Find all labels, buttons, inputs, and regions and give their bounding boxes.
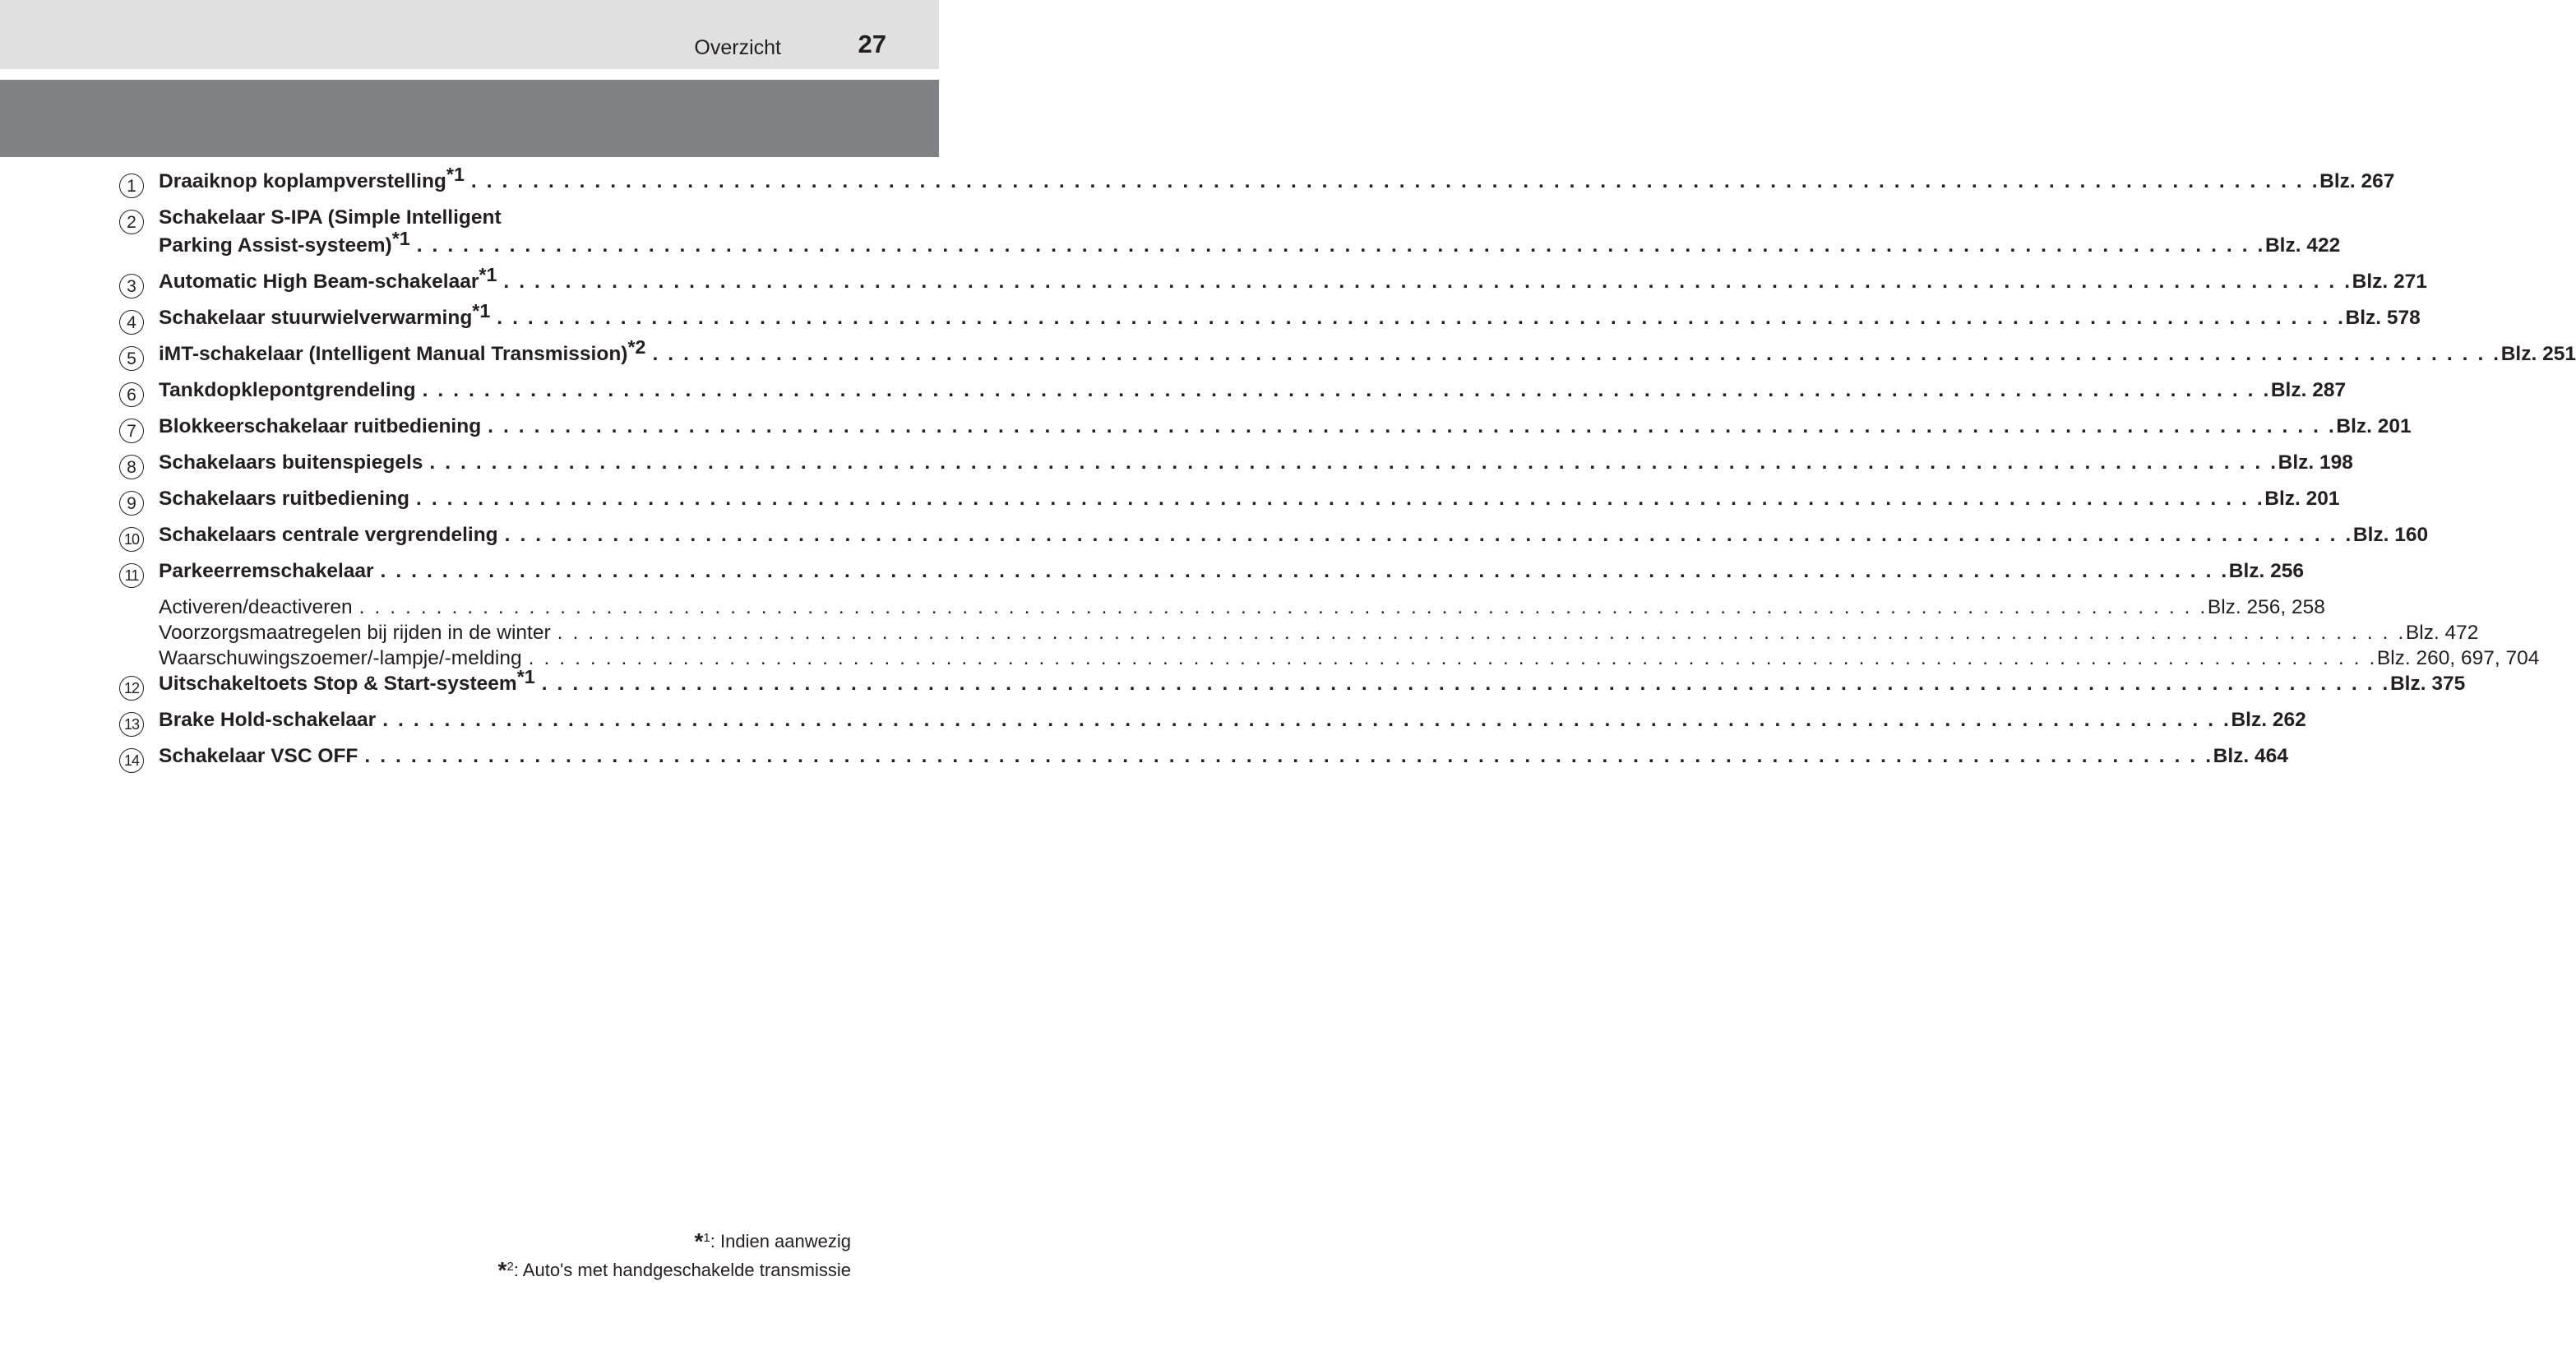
circled-number: 3 (119, 274, 144, 298)
dot-leader: . . . . . . . . . . . . . . . . . . . . . . . . . . . . . . . . . . . . . . . . . . . . . . . . . . . . . . . . . . . . . . . . . . . . . . . . . . . . . . . . . . . . . . . . . . . . . . . . . . . . . . . . . . . . . . . . . . . . . . . . (380, 560, 2229, 582)
entry-label: Parking Assist-systeem)$^{*1}$ (159, 227, 410, 257)
dot-leader: . . . . . . . . . . . . . . . . . . . . . . . . . . . . . . . . . . . . . . . . . . . . . . . . . . . . . . . . . . . . . . . . . . . . . . . . . . . . . . . . . . . . . . . . . . . . . . . . . . . . . . . . . . . . . . . . . . . . . . . . (528, 647, 2377, 669)
footnote-marker: *1 (446, 163, 465, 185)
circled-number: 7 (119, 419, 144, 443)
entry-label: Waarschuwingszoemer/-lampje/-melding (159, 647, 522, 669)
circled-number: 11 (119, 563, 144, 588)
circled-number: 5 (119, 346, 144, 371)
entry-label: Parkeerremschakelaar (159, 560, 374, 582)
page-number: 27 (858, 30, 886, 58)
toc-row (119, 335, 2576, 379)
footnote-marker: *1 (391, 227, 410, 249)
toc-row (119, 379, 2347, 415)
toc-row (119, 647, 2540, 673)
page-reference: Blz. 262 (2231, 709, 2306, 731)
header-band (0, 0, 939, 69)
footnote-number: 2 (506, 1260, 514, 1274)
toc-row (119, 622, 2479, 647)
circled-number: 4 (119, 310, 144, 335)
footnote-line (498, 1225, 851, 1254)
page-reference: Blz. 271 (2352, 271, 2427, 293)
entry-label: Blokkeerschakelaar ruitbediening (159, 415, 482, 437)
gray-title-bar (0, 80, 939, 157)
toc-row (119, 709, 2306, 745)
circled-number: 8 (119, 455, 144, 479)
entry-label: Schakelaars buitenspiegels (159, 451, 423, 474)
entry-label: Schakelaars ruitbediening (159, 488, 409, 510)
circled-number: 14 (119, 748, 144, 773)
entry-label: Automatic High Beam-schakelaar$^{*1}$ (159, 263, 497, 293)
page-reference: Blz. 256 (2228, 560, 2305, 582)
dot-leader: . . . . . . . . . . . . . . . . . . . . . . . . . . . . . . . . . . . . . . . . . . . . . . . . . . . . . . . . . . . . . . . . . . . . . . . . . . . . . . . . . . . . . . . . . . . . . . . . . . . . . . . . . . . . . . . . . . . . . . . . (416, 488, 2265, 510)
dot-leader: . . . . . . . . . . . . . . . . . . . . . . . . . . . . . . . . . . . . . . . . . . . . . . . . . . . . . . . . . . . . . . . . . . . . . . . . . . . . . . . . . . . . . . . . . . . . . . . . . . . . . . . . . . . . . . . . . . . . . . . . (557, 622, 2406, 644)
page-reference: Blz. 287 (2270, 379, 2347, 401)
dot-leader: . . . . . . . . . . . . . . . . . . . . . . . . . . . . . . . . . . . . . . . . . . . . . . . . . . . . . . . . . . . . . . . . . . . . . . . . . . . . . . . . . . . . . . . . . . . . . . . . . . . . . . . . . . . . . . . . . . . . . . . . (541, 673, 2390, 695)
toc-entry (119, 335, 2576, 379)
entry-label: Brake Hold-schakelaar (159, 709, 377, 731)
section-title: Overzicht (694, 36, 781, 59)
page-reference: Blz. 256, 258 (2207, 596, 2325, 618)
footnote-marker: *2 (627, 335, 646, 358)
dot-leader: . . . . . . . . . . . . . . . . . . . . . . . . . . . . . . . . . . . . . . . . . . . . . . . . . . . . . . . . . . . . . . . . . . . . . . . . . . . . . . . . . . . . . . . . . . . . . . . . . . . . . . . . . . . . . . . . . . . . . . . . (488, 415, 2337, 437)
toc-entry (119, 560, 2540, 673)
footnote-star: * (694, 1228, 704, 1254)
circled-number: 12 (119, 676, 144, 701)
page-reference: Blz. 198 (2278, 451, 2353, 474)
toc-row (119, 451, 2353, 488)
page-reference: Blz. 375 (2389, 673, 2466, 695)
toc-entry (119, 299, 2421, 343)
page-reference: Blz. 201 (2264, 488, 2340, 510)
dot-leader: . . . . . . . . . . . . . . . . . . . . . . . . . . . . . . . . . . . . . . . . . . . . . . . . . . . . . . . . . . . . . . . . . . . . . . . . . . . . . . . . . . . . . . . . . . . . . . . . . . . . . . . . . . . . . . . . . . . . . . . . (358, 596, 2208, 618)
dot-leader: . . . . . . . . . . . . . . . . . . . . . . . . . . . . . . . . . . . . . . . . . . . . . . . . . . . . . . . . . . . . . . . . . . . . . . . . . . . . . . . . . . . . . . . . . . . . . . . . . . . . . . . . . . . . . . . . . . . . . . . . (504, 524, 2353, 546)
page-reference: Blz. 578 (2345, 307, 2421, 329)
page-reference: Blz. 201 (2336, 415, 2412, 437)
footnote-marker: *1 (516, 665, 535, 687)
circled-number: 10 (119, 527, 144, 552)
toc-row (119, 263, 2427, 307)
entry-label: Uitschakeltoets Stop & Start-systeem$^{*1}$ (159, 665, 535, 695)
toc-row (119, 227, 2341, 271)
dot-leader: . . . . . . . . . . . . . . . . . . . . . . . . . . . . . . . . . . . . . . . . . . . . . . . . . . . . . . . . . . . . . . . . . . . . . . . . . . . . . . . . . . . . . . . . . . . . . . . . . . . . . . . . . . . . . . . . . . . . . . . . (429, 451, 2278, 474)
toc-row (119, 206, 815, 234)
dot-leader: . . . . . . . . . . . . . . . . . . . . . . . . . . . . . . . . . . . . . . . . . . . . . . . . . . . . . . . . . . . . . . . . . . . . . . . . . . . . . . . . . . . . . . . . . . . . . . . . . . . . . . . . . . . . . . . . . . . . . . . . (503, 271, 2352, 293)
toc-row (119, 524, 2429, 560)
dot-leader: . . . . . . . . . . . . . . . . . . . . . . . . . . . . . . . . . . . . . . . . . . . . . . . . . . . . . . . . . . . . . . . . . . . . . . . . . . . . . . . . . . . . . . . . . . . . . . . . . . . . . . . . . . . . . . . . . . . . . . . . (382, 709, 2231, 731)
toc-entry (119, 745, 2288, 781)
dot-leader: . . . . . . . . . . . . . . . . . . . . . . . . . . . . . . . . . . . . . . . . . . . . . . . . . . . . . . . . . . . . . . . . . . . . . . . . . . . . . . . . . . . . . . . . . . . . . . . . . . . . . . . . . . . . . . . . . . . . . . . . (652, 343, 2501, 365)
toc-entry (119, 206, 2341, 271)
toc-entry (119, 415, 2412, 451)
entry-label: iMT-schakelaar (Intelligent Manual Transmission)$^{*2}$ (159, 335, 646, 365)
dot-leader: . . . . . . . . . . . . . . . . . . . . . . . . . . . . . . . . . . . . . . . . . . . . . . . . . . . . . . . . . . . . . . . . . . . . . . . . . . . . . . . . . . . . . . . . . . . . . . . . . . . . . . . . . . . . . . . . . . . . . . . . (422, 379, 2271, 401)
page-reference: Blz. 251 (2500, 343, 2576, 365)
footnote-marker: *1 (472, 299, 491, 321)
toc-row (119, 488, 2340, 524)
dot-leader: . . . . . . . . . . . . . . . . . . . . . . . . . . . . . . . . . . . . . . . . . . . . . . . . . . . . . . . . . . . . . . . . . . . . . . . . . . . . . . . . . . . . . . . . . . . . . . . . . . . . . . . . . . . . . . . . . . . . . . . . (497, 307, 2346, 329)
entry-label: Schakelaar VSC OFF (159, 745, 358, 767)
toc-row (119, 163, 2395, 206)
toc-entry (119, 524, 2429, 560)
circled-number: 9 (119, 491, 144, 516)
page-reference: Blz. 464 (2213, 745, 2288, 767)
entry-label: Tankdopklepontgrendeling (159, 379, 416, 401)
toc-entry (119, 263, 2427, 307)
footnote-text: : Auto's met handgeschakelde transmissie (513, 1260, 851, 1280)
toc-entry (119, 451, 2353, 488)
footnote-line (498, 1254, 851, 1283)
toc-row (119, 299, 2421, 343)
entry-label: Activeren/deactiveren (159, 596, 353, 618)
toc-row (119, 665, 2466, 709)
circled-number: 6 (119, 382, 144, 407)
page-reference: Blz. 160 (2352, 524, 2429, 546)
dot-leader: . . . . . . . . . . . . . . . . . . . . . . . . . . . . . . . . . . . . . . . . . . . . . . . . . . . . . . . . . . . . . . . . . . . . . . . . . . . . . . . . . . . . . . . . . . . . . . . . . . . . . . . . . . . . . . . . . . . . . . . . (470, 170, 2320, 192)
entry-label: Schakelaars centrale vergrendeling (159, 524, 498, 546)
entry-label: Voorzorgsmaatregelen bij rijden in de winter (159, 622, 551, 644)
footnote-number: 1 (703, 1231, 710, 1245)
toc-entry (119, 379, 2347, 415)
toc-row (119, 560, 2305, 596)
page-reference: Blz. 472 (2405, 622, 2479, 644)
page-reference: Blz. 267 (2319, 170, 2395, 192)
table-of-contents (119, 163, 2576, 781)
dot-leader: . . . . . . . . . . . . . . . . . . . . . . . . . . . . . . . . . . . . . . . . . . . . . . . . . . . . . . . . . . . . . . . . . . . . . . . . . . . . . . . . . . . . . . . . . . . . . . . . . . . . . . . . . . . . . . . . . . . . . . . . (416, 234, 2265, 257)
circled-number: 1 (119, 173, 144, 198)
footnote-marker: *1 (479, 263, 497, 285)
toc-entry (119, 665, 2466, 709)
entry-label: Schakelaar S-IPA (Simple Intelligent (159, 206, 502, 229)
toc-row (119, 745, 2288, 781)
toc-row (119, 415, 2412, 451)
toc-entry (119, 488, 2340, 524)
circled-number: 2 (119, 210, 144, 234)
page-reference: Blz. 260, 697, 704 (2376, 647, 2540, 669)
toc-row (119, 596, 2325, 622)
toc-entry (119, 163, 2395, 206)
dot-leader: . . . . . . . . . . . . . . . . . . . . . . . . . . . . . . . . . . . . . . . . . . . . . . . . . . . . . . . . . . . . . . . . . . . . . . . . . . . . . . . . . . . . . . . . . . . . . . . . . . . . . . . . . . . . . . . . . . . . . . . . (364, 745, 2213, 767)
toc-entry (119, 709, 2306, 745)
entry-label: Schakelaar stuurwielverwarming$^{*1}$ (159, 299, 491, 329)
page-reference: Blz. 422 (2264, 234, 2341, 257)
circled-number: 13 (119, 712, 144, 737)
footnotes (498, 1225, 851, 1283)
footnote-star: * (497, 1257, 507, 1283)
entry-label: Draaiknop koplampverstelling$^{*1}$ (159, 163, 465, 192)
footnote-text: : Indien aanwezig (710, 1231, 851, 1251)
